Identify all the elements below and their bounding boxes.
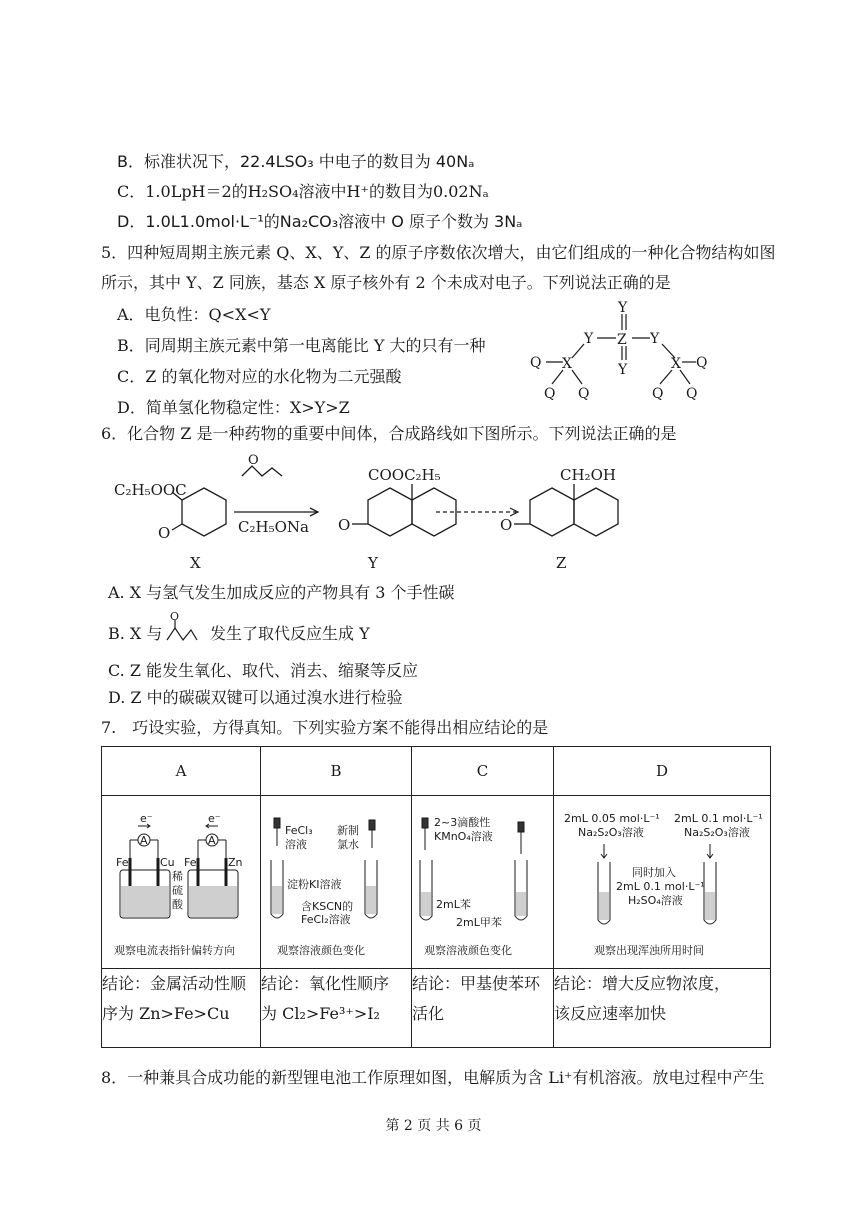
conclusion-a-line1: 结论：金属活动性顺 [102, 974, 247, 993]
header-b: B [261, 747, 412, 796]
atom-q-2: Q [544, 386, 556, 402]
q5-stem-line2: 所示，其中 Y、Z 同族，基态 X 原子核外有 2 个未成对电子。下列说法正确的是 [101, 273, 671, 292]
atom-x-right: X [671, 356, 681, 372]
starch-ki-label: 淀粉KI溶液 [287, 878, 342, 891]
conclusion-b-line1: 结论：氧化性顺序 [261, 974, 390, 993]
q6-option-c: C. Z 能发生氧化、取代、消去、缩聚等反应 [108, 661, 419, 680]
benzene-label: 2mL苯 [436, 898, 471, 911]
acid-label-1: 稀 [172, 870, 183, 883]
q6-option-b-suffix: 发生了取代反应生成 Y [210, 624, 370, 643]
figure-row [102, 796, 771, 969]
left-solution-label-1: 2mL 0.05 mol·L⁻¹ [564, 812, 660, 825]
conclusion-d [554, 969, 771, 1048]
figure-d-cell [554, 796, 771, 969]
conclusion-c-line1: 结论：甲基使苯环 [412, 974, 541, 993]
atom-z: Z [617, 332, 627, 348]
electron-label-2: e⁻ [208, 812, 221, 825]
q6-synthesis-scheme [100, 448, 660, 578]
electron-label-1: e⁻ [140, 812, 153, 825]
conclusion-b-line2: 为 Cl₂>Fe³⁺>I₂ [261, 1004, 380, 1023]
compound-y-rings [352, 484, 456, 536]
q7-stem: 7. 巧设实验，方得真知。下列实验方案不能得出相应结论的是 [101, 718, 549, 737]
atom-q-5: Q [686, 386, 698, 402]
q6-stem: 6．化合物 Z 是一种药物的重要中间体，合成路线如下图所示。下列说法正确的是 [101, 424, 677, 443]
conclusion-row [102, 969, 771, 1048]
kmno4-label-1: 2~3滴酸性 [434, 816, 491, 829]
atom-y-bottom: Y [618, 362, 628, 378]
conclusion-d-line2: 该反应速率加快 [554, 1004, 667, 1023]
q5-stem-line1: 5．四种短周期主族元素 Q、X、Y、Z 的原子序数依次增大，由它们组成的一种化合物结构如图 [101, 243, 776, 262]
page-footer: 第 2 页 共 6 页 [385, 1118, 482, 1134]
atom-q-6: Q [696, 355, 708, 371]
enone-oxygen: O [248, 453, 259, 468]
zn-electrode: Zn [228, 856, 243, 869]
q4-option-b: B．标准状况下，22.4LSO₃ 中电子的数目为 40Nₐ [117, 152, 475, 171]
conclusion-c-line2: 活化 [412, 1004, 445, 1023]
reagent-label: C₂H₅ONa [238, 518, 309, 536]
fe-electrode-2: Fe [184, 856, 197, 869]
header-d: D [554, 747, 771, 796]
compound-x-label: X [190, 554, 201, 572]
compound-z-rings [514, 484, 618, 536]
figure-b-caption: 观察溶液颜色变化 [277, 944, 365, 957]
acid-added-label-2: 2mL 0.1 mol·L⁻¹ [616, 880, 705, 893]
compound-z-label: Z [556, 554, 567, 572]
q5-option-d: D．简单氢化物稳定性：X>Y>Z [117, 398, 350, 417]
fecl3-label-1: FeCl₃ [285, 824, 313, 837]
y-oxygen: O [338, 516, 351, 534]
atom-q-3: Q [578, 386, 590, 402]
q6-option-d: D. Z 中的碳碳双键可以通过溴水进行检验 [108, 688, 403, 707]
acid-label-2: 硫 [172, 884, 183, 897]
galvanic-cell-figure [102, 796, 260, 964]
fecl3-label-2: 溶液 [285, 838, 307, 851]
z-hydroxymethyl-group: CH₂OH [560, 466, 616, 484]
butenone-oxygen: O [170, 610, 180, 623]
cu-electrode: Cu [160, 856, 175, 869]
figure-c-cell [412, 796, 554, 969]
compound-y-label: Y [368, 554, 378, 572]
fe-electrode-1: Fe [116, 856, 129, 869]
figure-a-caption: 观察电流表指针偏转方向 [114, 944, 235, 957]
conclusion-b [261, 969, 412, 1048]
conclusion-a-line2: 序为 Zn>Fe>Cu [102, 1004, 230, 1023]
atom-y-top: Y [618, 300, 628, 316]
right-solution-label-1: 2mL 0.1 mol·L⁻¹ [674, 812, 763, 825]
q6-option-b-prefix: B. X 与 [108, 624, 163, 643]
right-solution-label-2: Na₂S₂O₃溶液 [684, 826, 750, 839]
q5-option-c: C．Z 的氧化物对应的水化物为二元强酸 [117, 367, 402, 386]
q5-option-b: B．同周期主族元素中第一电离能比 Y 大的只有一种 [117, 336, 486, 355]
q5-structure-diagram [520, 296, 720, 408]
acid-label-3: 酸 [172, 898, 183, 911]
ammeter-1: A [140, 834, 148, 847]
q8-stem: 8．一种兼具合成功能的新型锂电池工作原理如图，电解质为含 Li⁺有机溶液。放电过程中产生 [101, 1068, 765, 1087]
q4-option-c: C．1.0LpH＝2的H₂SO₄溶液中H⁺的数目为0.02Nₐ [117, 182, 489, 201]
atom-y-right: Y [650, 331, 660, 347]
atom-y-left: Y [584, 331, 594, 347]
ammeter-2: A [208, 834, 216, 847]
x-oxygen: O [158, 524, 171, 542]
benzene-test-figure [412, 796, 553, 964]
oxidation-test-figure [261, 796, 411, 964]
table-header-row [102, 747, 771, 796]
atom-x-left: X [562, 356, 572, 372]
kscn-label-2: FeCl₂溶液 [301, 913, 351, 926]
reaction-arrow [234, 466, 318, 516]
experiment-table [101, 746, 771, 1048]
acid-added-label-3: H₂SO₄溶液 [628, 894, 683, 907]
conclusion-d-line1: 结论：增大反应物浓度， [554, 974, 731, 993]
figure-d-caption: 观察出现浑浊所用时间 [594, 944, 704, 957]
header-c: C [412, 747, 554, 796]
q6-option-a: A. X 与氢气发生加成反应的产物具有 3 个手性碳 [108, 583, 455, 602]
conclusion-a [102, 969, 261, 1048]
acid-added-label-1: 同时加入 [632, 866, 676, 879]
figure-a-cell [102, 796, 261, 969]
kmno4-label-2: KMnO₄溶液 [434, 830, 493, 843]
figure-c-caption: 观察溶液颜色变化 [424, 944, 512, 957]
z-oxygen: O [500, 516, 513, 534]
q5-option-a: A．电负性：Q<X<Y [117, 305, 271, 324]
figure-b-cell [261, 796, 412, 969]
chlorine-water-label-2: 氯水 [337, 838, 359, 851]
header-a: A [102, 747, 261, 796]
q4-option-d: D．1.0L1.0mol·L⁻¹的Na₂CO₃溶液中 O 原子个数为 3Nₐ [117, 212, 523, 231]
y-ester-group: COOC₂H₅ [368, 466, 441, 484]
butenone-icon [163, 610, 207, 644]
rate-test-figure [554, 796, 770, 964]
atom-q-4: Q [652, 386, 664, 402]
x-ester-group: C₂H₅OOC [114, 481, 187, 499]
atom-q-1: Q [530, 355, 542, 371]
left-solution-label-2: Na₂S₂O₃溶液 [578, 826, 644, 839]
chlorine-water-label-1: 新制 [337, 824, 359, 837]
dashed-arrow [436, 508, 518, 516]
kscn-label-1: 含KSCN的 [301, 900, 354, 913]
conclusion-c [412, 969, 554, 1048]
toluene-label: 2mL甲苯 [456, 916, 502, 929]
